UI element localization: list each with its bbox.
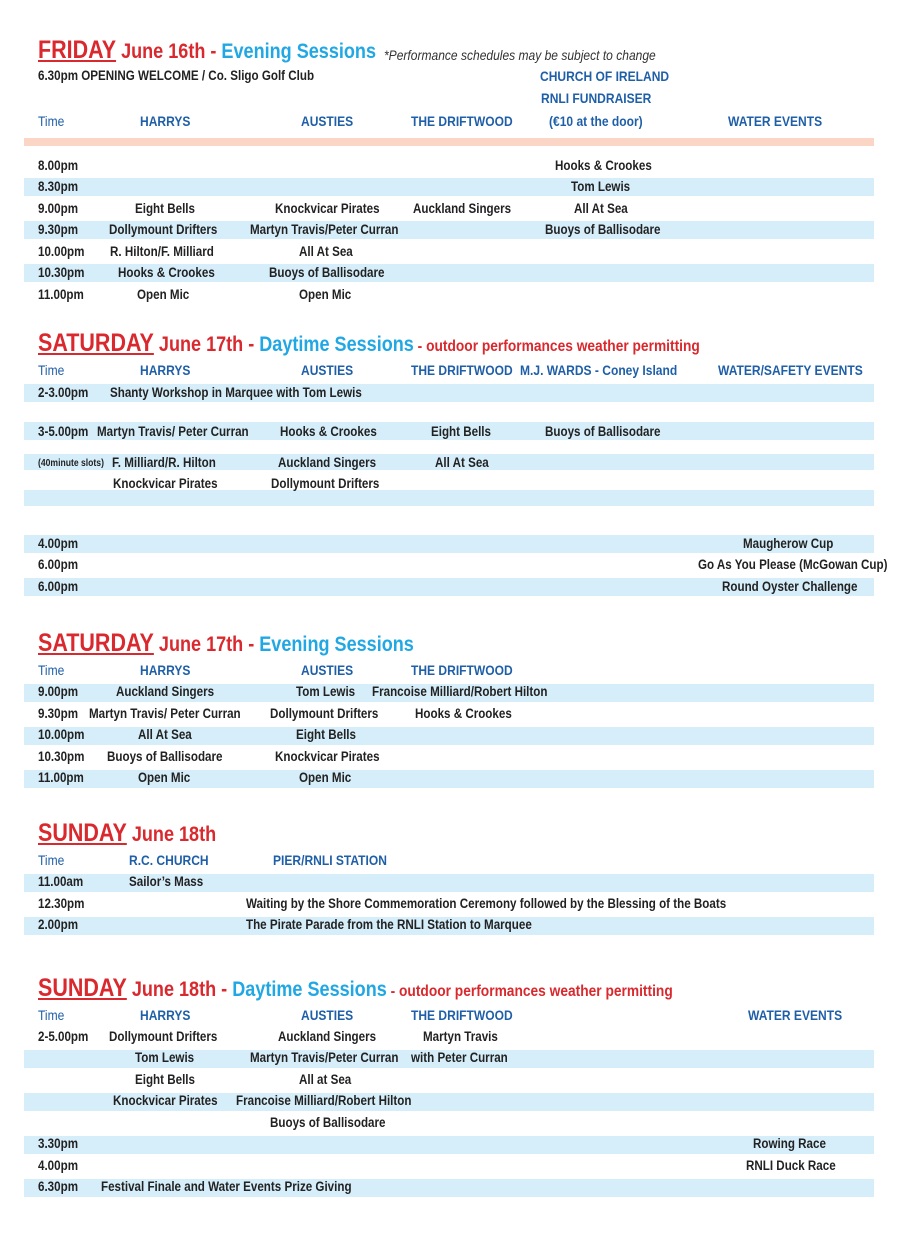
water-event: Round Oyster Challenge (722, 579, 858, 594)
day-label: SUNDAY (38, 819, 127, 847)
col-header-driftwood: THE DRIFTWOOD (411, 1007, 513, 1023)
row-austies: Martyn Travis/Peter Curran (250, 1050, 399, 1065)
row-harrys: Hooks & Crookes (118, 265, 215, 280)
row-harrys: Martyn Travis/ Peter Curran (97, 424, 249, 439)
row-driftwood: Francoise Milliard/Robert Hilton (372, 684, 548, 699)
row-harrys: Tom Lewis (135, 1050, 195, 1065)
row-austies: Buoys of Ballisodare (269, 265, 385, 280)
row-time: 3-5.00pm (38, 424, 89, 439)
schedule-note: *Performance schedules may be subject to change (384, 47, 656, 63)
session-label: Daytime Sessions (259, 333, 414, 356)
row-church: Tom Lewis (571, 179, 631, 194)
row-time: 10.00pm (38, 727, 85, 742)
row-wards: Buoys of Ballisodare (545, 424, 661, 439)
row-time: 6.30pm (38, 1179, 79, 1194)
row-harrys: F. Milliard/R. Hilton (112, 455, 216, 470)
row-church: All At Sea (574, 201, 628, 216)
row-time: 10.30pm (38, 749, 85, 764)
session-label: Evening Sessions (221, 40, 377, 63)
col-header-water: WATER EVENTS (748, 1007, 843, 1023)
water-event: Go As You Please (McGowan Cup) (698, 557, 888, 572)
row-time: 6.00pm (38, 557, 79, 572)
col-header-time: Time (38, 852, 65, 868)
row-austies: Francoise Milliard/Robert Hilton (236, 1093, 412, 1108)
row-time: 9.30pm (38, 706, 79, 721)
day-label: SUNDAY (38, 974, 127, 1002)
row-austies: Dollymount Drifters (271, 476, 380, 491)
col-header-driftwood: THE DRIFTWOOD (411, 662, 513, 678)
slot-note: (40minute slots) (38, 458, 104, 469)
row-austies: Knockvicar Pirates (275, 201, 380, 216)
col-header-austies: AUSTIES (301, 1007, 354, 1023)
row-harrys: Auckland Singers (116, 684, 215, 699)
finale-text: Festival Finale and Water Events Prize Giving (101, 1179, 352, 1194)
date-label: June 17th - (153, 633, 260, 656)
row-austies: Open Mic (299, 287, 352, 302)
opening-welcome: 6.30pm OPENING WELCOME / Co. Sligo Golf Club (38, 68, 315, 83)
col-header-time: Time (38, 662, 65, 678)
col-header-rc-church: R.C. CHURCH (129, 852, 209, 868)
row-band (24, 1136, 874, 1154)
row-harrys: Dollymount Drifters (109, 222, 218, 237)
row-time: 9.30pm (38, 222, 79, 237)
row-time: 11.00pm (38, 287, 84, 302)
session-label: Evening Sessions (259, 633, 414, 656)
row-event: Waiting by the Shore Commemoration Ceremony followed by the Blessing of the Boats (246, 896, 727, 911)
date-label: June 16th - (116, 40, 222, 63)
row-harrys: Open Mic (137, 287, 190, 302)
row-harrys: Buoys of Ballisodare (107, 749, 223, 764)
col-header-pier: PIER/RNLI STATION (273, 852, 387, 868)
row-harrys: Knockvicar Pirates (113, 476, 218, 491)
col-header-church-2: RNLI FUNDRAISER (541, 90, 652, 106)
saturday-evening-title (38, 629, 414, 658)
section-divider (24, 138, 874, 146)
col-header-harrys: HARRYS (140, 113, 191, 129)
row-austies: All At Sea (299, 244, 353, 259)
row-harrys: R. Hilton/F. Milliard (110, 244, 214, 259)
row-austies: Auckland Singers (278, 1029, 377, 1044)
row-harrys: Knockvicar Pirates (113, 1093, 218, 1108)
row-driftwood: Martyn Travis (423, 1029, 498, 1044)
col-header-harrys: HARRYS (140, 1007, 191, 1023)
session-label: Daytime Sessions (232, 978, 387, 1001)
row-harrys: Dollymount Drifters (109, 1029, 218, 1044)
row-austies: All at Sea (299, 1072, 352, 1087)
day-label: FRIDAY (38, 36, 117, 64)
day-label: SATURDAY (38, 629, 154, 657)
row-time: 2.00pm (38, 917, 79, 932)
row-time: 3.30pm (38, 1136, 79, 1151)
date-label: June 18th - (126, 978, 233, 1001)
row-time: 10.30pm (38, 265, 85, 280)
col-header-austies: AUSTIES (301, 662, 354, 678)
col-header-time: Time (38, 362, 65, 378)
row-austies: Buoys of Ballisodare (270, 1115, 386, 1130)
col-header-austies: AUSTIES (301, 362, 354, 378)
row-time: 8.30pm (38, 179, 79, 194)
row-time: 2-3.00pm (38, 385, 89, 400)
row-driftwood: with Peter Curran (411, 1050, 508, 1065)
row-austies: Tom Lewis (296, 684, 356, 699)
row-austies: Dollymount Drifters (270, 706, 379, 721)
row-driftwood: Auckland Singers (413, 201, 512, 216)
row-harrys: Eight Bells (135, 1072, 195, 1087)
row-time: 12.30pm (38, 896, 85, 911)
water-event: Rowing Race (753, 1136, 826, 1151)
col-header-water: WATER EVENTS (728, 113, 823, 129)
row-time: 9.00pm (38, 201, 79, 216)
row-driftwood: Hooks & Crookes (415, 706, 512, 721)
row-austies: Martyn Travis/Peter Curran (250, 222, 399, 237)
col-header-harrys: HARRYS (140, 362, 191, 378)
water-event: Maugherow Cup (743, 536, 834, 551)
row-time: 2-5.00pm (38, 1029, 89, 1044)
day-label: SATURDAY (38, 329, 154, 357)
row-band (24, 490, 874, 506)
row-austies: Eight Bells (296, 727, 356, 742)
row-time: 9.00pm (38, 684, 79, 699)
col-header-water-safety: WATER/SAFETY EVENTS (718, 362, 863, 378)
col-header-driftwood: THE DRIFTWOOD (411, 113, 513, 129)
row-austies: Auckland Singers (278, 455, 377, 470)
weather-note: - outdoor performances weather permitting (386, 983, 673, 1000)
friday-title (38, 36, 376, 65)
row-time: 10.00pm (38, 244, 85, 259)
sunday-title (38, 819, 216, 848)
row-harrys: Eight Bells (135, 201, 195, 216)
row-austies: Knockvicar Pirates (275, 749, 380, 764)
row-harrys: Open Mic (138, 770, 191, 785)
weather-note: - outdoor performances weather permitting (413, 338, 700, 355)
date-label: June 17th - (153, 333, 260, 356)
row-event: The Pirate Parade from the RNLI Station to Marquee (246, 917, 532, 932)
row-time: 8.00pm (38, 158, 79, 173)
row-austies: Hooks & Crookes (280, 424, 377, 439)
saturday-day-title (38, 329, 700, 358)
row-driftwood: Eight Bells (431, 424, 491, 439)
col-header-church-1: CHURCH OF IRELAND (540, 68, 670, 84)
row-church: Hooks & Crookes (555, 158, 652, 173)
sunday-day-title (38, 974, 673, 1003)
col-header-church-3: (€10 at the door) (549, 113, 643, 129)
col-header-time: Time (38, 1007, 65, 1023)
row-austies: Open Mic (299, 770, 352, 785)
row-time: 6.00pm (38, 579, 79, 594)
row-time: 11.00am (38, 874, 84, 889)
date-label: June 18th (126, 823, 217, 846)
row-band (24, 178, 874, 196)
row-time: 4.00pm (38, 1158, 79, 1173)
col-header-harrys: HARRYS (140, 662, 191, 678)
workshop-text: Shanty Workshop in Marquee with Tom Lewis (110, 385, 362, 400)
row-harrys: All At Sea (138, 727, 192, 742)
row-driftwood: All At Sea (435, 455, 489, 470)
col-header-austies: AUSTIES (301, 113, 354, 129)
col-header-driftwood: THE DRIFTWOOD (411, 362, 513, 378)
water-event: RNLI Duck Race (746, 1158, 836, 1173)
row-event: Sailor’s Mass (129, 874, 204, 889)
row-time: 11.00pm (38, 770, 84, 785)
row-church: Buoys of Ballisodare (545, 222, 661, 237)
row-time: 4.00pm (38, 536, 79, 551)
col-header-time: Time (38, 113, 65, 129)
col-header-wards: M.J. WARDS - Coney Island (520, 362, 678, 378)
row-harrys: Martyn Travis/ Peter Curran (89, 706, 241, 721)
